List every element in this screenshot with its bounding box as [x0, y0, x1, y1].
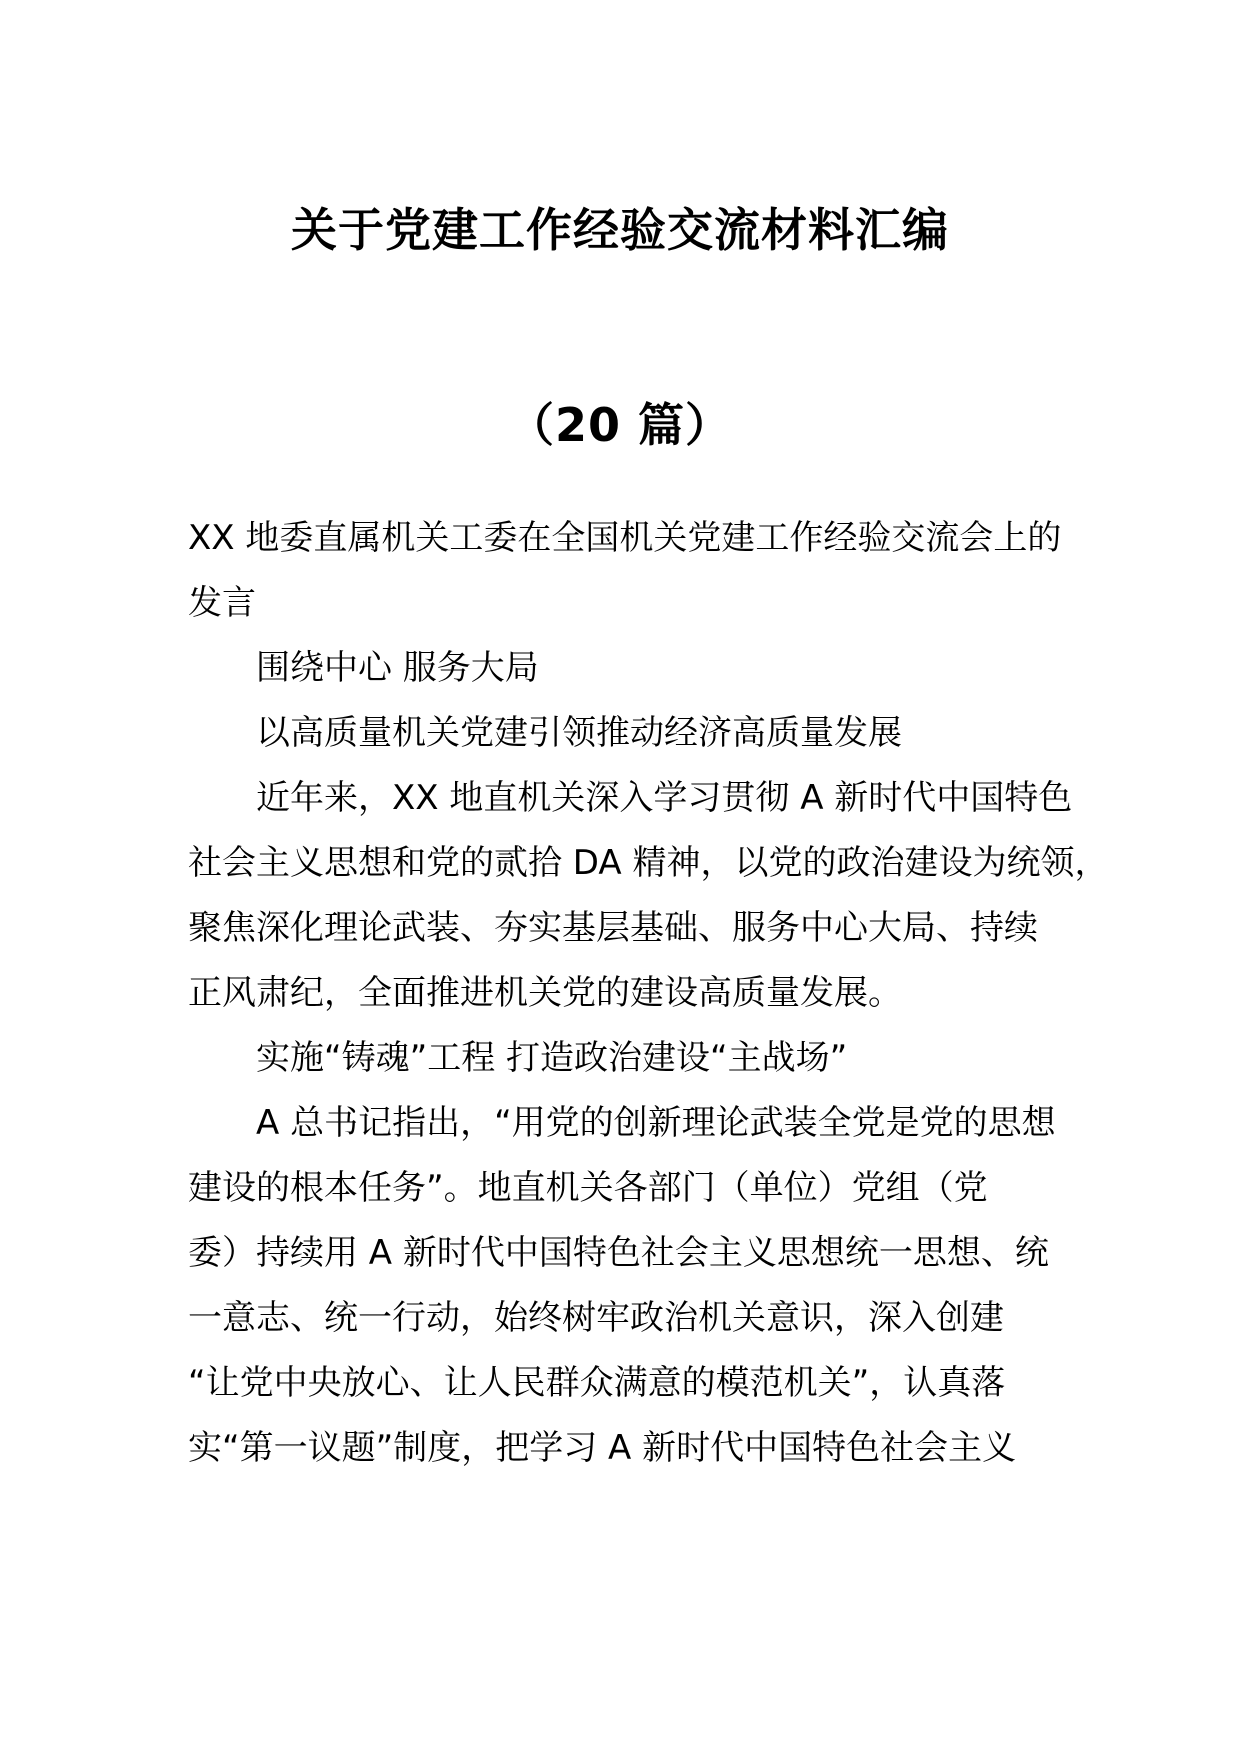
document-subtitle: （20 篇）: [507, 398, 733, 452]
text-line: “让党中央放心、让人民群众满意的模范机关”，认真落: [188, 1363, 1006, 1403]
text-line: 近年来，XX 地直机关深入学习贯彻 A 新时代中国特色: [256, 778, 1073, 818]
text-line: 聚焦深化理论武装、夯实基层基础、服务中心大局、持续: [188, 908, 1038, 948]
text-line: 正风肃纪，全面推进机关党的建设高质量发展。: [188, 973, 902, 1013]
document-body: [188, 506, 1109, 1481]
section-heading: 以高质量机关党建引领推动经济高质量发展: [256, 713, 902, 753]
text-line: 发言: [188, 583, 256, 623]
section-heading: 围绕中心 服务大局: [256, 648, 539, 688]
text-line: 社会主义思想和党的贰拾 DA 精神，以党的政治建设为统领，: [188, 843, 1109, 883]
section-heading: 实施“铸魂”工程 打造政治建设“主战场”: [256, 1038, 848, 1078]
text-line: 实“第一议题”制度，把学习 A 新时代中国特色社会主义: [188, 1428, 1017, 1468]
document-title: 关于党建工作经验交流材料汇编: [291, 203, 949, 257]
text-line: XX 地委直属机关工委在全国机关党建工作经验交流会上的: [188, 518, 1062, 558]
text-line: 建设的根本任务”。地直机关各部门（单位）党组（党: [188, 1168, 988, 1208]
text-line: A 总书记指出，“用党的创新理论武装全党是党的思想: [256, 1103, 1056, 1143]
text-line: 一意志、统一行动，始终树牢政治机关意识，深入创建: [188, 1298, 1004, 1338]
text-line: 委）持续用 A 新时代中国特色社会主义思想统一思想、统: [188, 1233, 1049, 1273]
